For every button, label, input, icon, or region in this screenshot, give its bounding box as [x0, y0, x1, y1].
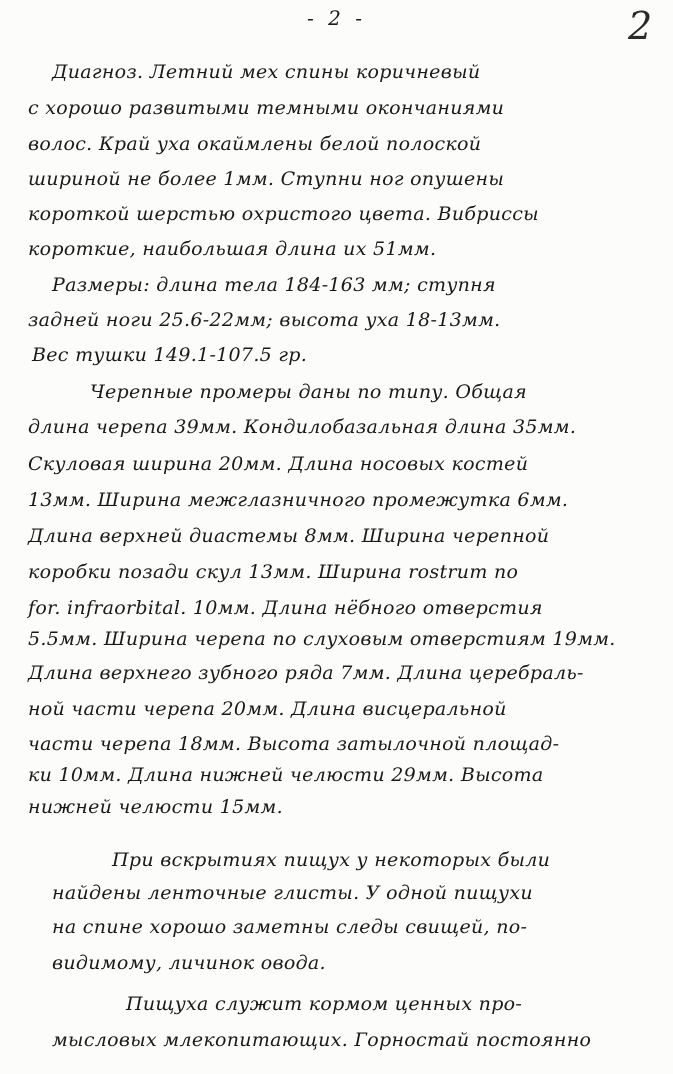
text-line: Черепные промеры даны по типу. Общая — [90, 381, 527, 403]
text-line: ки 10мм. Длина нижней челюсти 29мм. Высота — [28, 764, 544, 786]
text-line: задней ноги 25.6-22мм; высота уха 18-13мм. — [28, 309, 501, 331]
text-line: 5.5мм. Ширина черепа по слуховым отверстиям 19мм. — [28, 628, 616, 650]
text-line: коробки позади скул 13мм. Ширина rostrum по — [28, 561, 519, 583]
text-line: Длина верхнего зубного ряда 7мм. Длина церебраль- — [28, 662, 584, 684]
text-line: Длина верхней диастемы 8мм. Ширина черепной — [28, 525, 550, 547]
text-line: Пищуха служит кормом ценных про- — [126, 993, 523, 1015]
text-line: ной части черепа 20мм. Длина висцеральной — [28, 698, 507, 720]
text-line: При вскрытиях пищух у некоторых были — [112, 849, 551, 871]
text-line: с хорошо развитыми темными окончаниями — [28, 97, 505, 119]
text-line: короткой шерстью охристого цвета. Вибриссы — [28, 203, 539, 225]
page-number: - 2 - — [307, 6, 366, 30]
text-line: найдены ленточные глисты. У одной пищухи — [52, 882, 533, 904]
text-line: мысловых млекопитающих. Горностай постоянно — [52, 1029, 592, 1051]
text-line: Размеры: длина тела 184-163 мм; ступня — [52, 274, 496, 296]
text-line: видимому, личинок овода. — [52, 952, 326, 974]
text-line: for. infraorbital. 10мм. Длина нёбного отверстия — [28, 597, 543, 619]
text-line: длина черепа 39мм. Кондилобазальная длина 35мм. — [28, 416, 577, 438]
text-line: на спине хорошо заметны следы свищей, по- — [52, 916, 528, 938]
text-line: шириной не более 1мм. Ступни ног опушены — [28, 168, 505, 190]
text-line: нижней челюсти 15мм. — [28, 796, 283, 818]
text-line: Диагноз. Летний мех спины коричневый — [52, 61, 481, 83]
text-line: короткие, наибольшая длина их 51мм. — [28, 238, 437, 260]
text-line: Скуловая ширина 20мм. Длина носовых костей — [28, 453, 529, 475]
text-line: волос. Край уха окаймлены белой полоской — [28, 133, 482, 155]
text-line: 13мм. Ширина межглазничного промежутка 6мм. — [28, 489, 569, 511]
text-line: Вес тушки 149.1-107.5 гр. — [32, 344, 308, 366]
text-line: части черепа 18мм. Высота затылочной площад- — [28, 733, 560, 755]
sheet-number-mark: 2 — [628, 4, 653, 48]
